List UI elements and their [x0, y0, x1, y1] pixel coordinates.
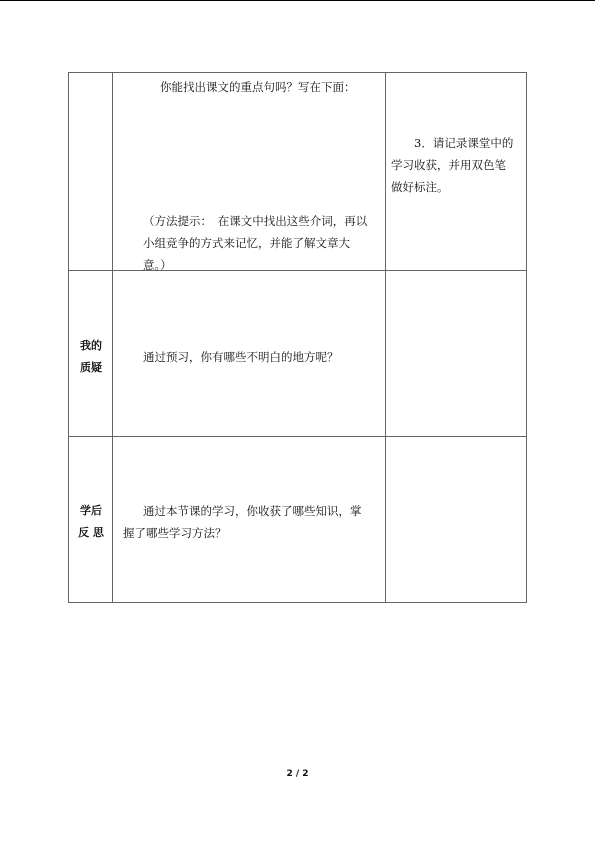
class-notes-line-3: 做好标注。: [391, 180, 449, 194]
row-label-cell-questions: [69, 271, 113, 437]
row-label-reflection-line-1: 学后: [80, 504, 102, 517]
row-label-reflection-line-2: 反 思: [78, 526, 104, 539]
table-row-my-questions: [69, 271, 527, 437]
method-hint-line-3: 意。）: [143, 258, 172, 272]
reflection-cell[interactable]: [113, 437, 386, 603]
class-notes-line-2: 学习收获，并用双色笔: [391, 158, 506, 172]
page-top-rule: [0, 0, 595, 1]
study-sheet-table: [68, 72, 527, 603]
class-notes-cell[interactable]: [386, 73, 527, 271]
table-row-reflection: [69, 437, 527, 603]
row-label-questions-line-1: 我的: [80, 339, 102, 352]
questions-prompt: 通过预习，你有哪些不明白的地方呢？: [143, 350, 339, 364]
questions-cell[interactable]: [113, 271, 386, 437]
reflection-notes-cell[interactable]: [386, 437, 527, 603]
table-row-key-sentences: [69, 73, 527, 271]
row-label-questions-line-2: 质疑: [80, 361, 102, 374]
key-sentence-prompt: 你能找出课文的重点句吗？写在下面：: [160, 80, 356, 94]
row-label-cell-empty: [69, 73, 113, 271]
reflection-prompt-line-2: 握了哪些学习方法？: [123, 526, 227, 540]
method-hint-line-1: （方法提示： 在课文中找出这些介词，再以: [143, 214, 368, 228]
row-label-cell-reflection: [69, 437, 113, 603]
key-sentence-cell[interactable]: [113, 73, 386, 271]
page-number: 2 / 2: [286, 769, 309, 779]
questions-notes-cell[interactable]: [386, 271, 527, 437]
reflection-prompt-line-1: 通过本节课的学习，你收获了哪些知识，掌: [143, 504, 362, 518]
method-hint-line-2: 小组竞争的方式来记忆，并能了解文章大: [143, 236, 350, 250]
class-notes-line-1: 3．请记录课堂中的: [414, 136, 514, 150]
